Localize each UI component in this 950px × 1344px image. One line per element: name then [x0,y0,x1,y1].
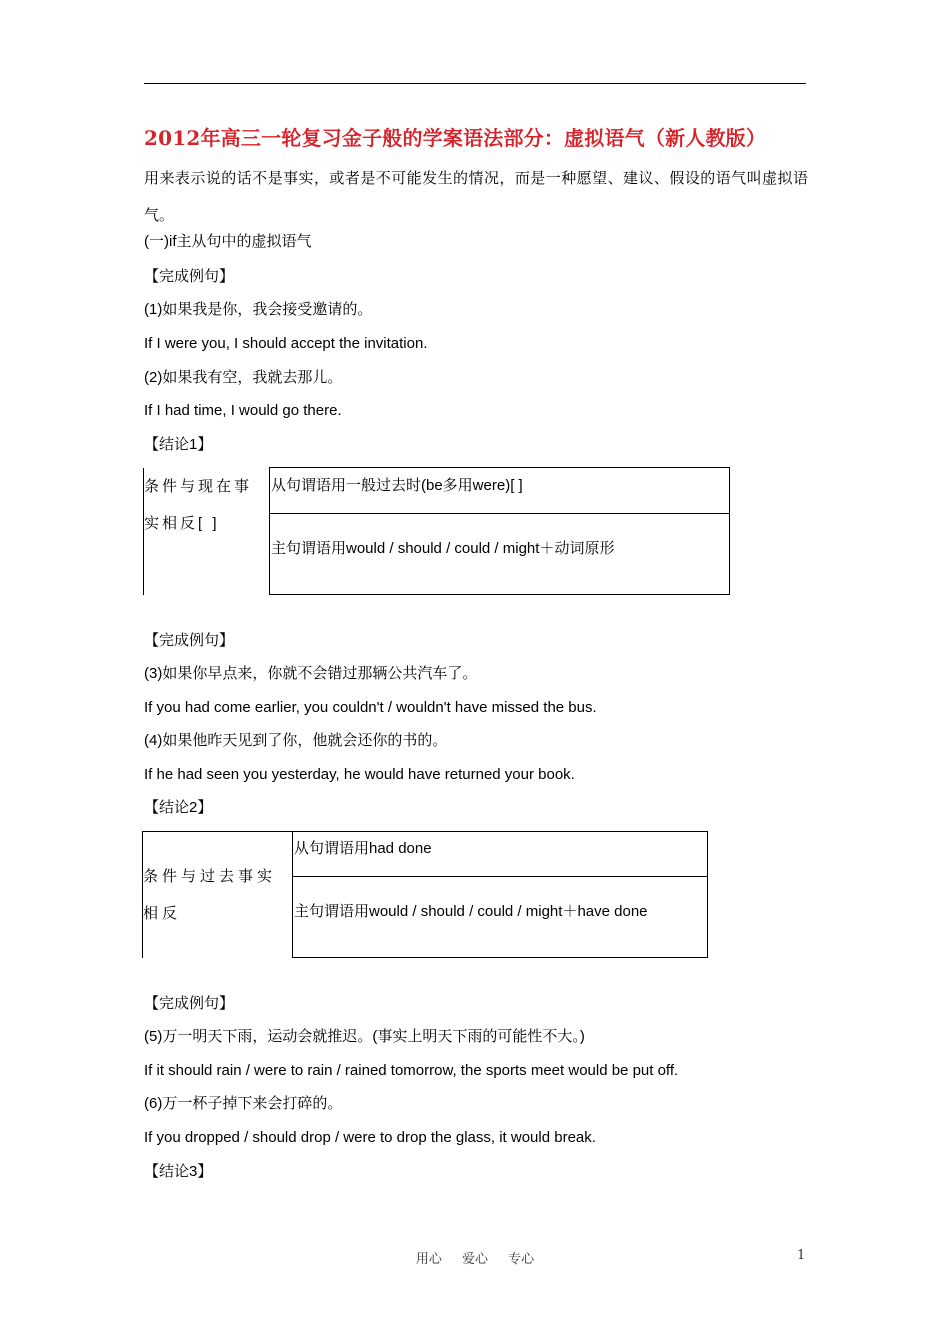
footer-motto-3: 专心 [508,1252,535,1267]
table1-main-cell [270,514,730,595]
example-2-chinese: (2)如果我有空，我就去那儿。 [144,369,343,386]
example-6-chinese: (6)万一杯子掉下来会打碎的。 [144,1095,343,1112]
rule-table-1 [143,467,730,595]
rule-table-2 [142,831,708,958]
header-rule [144,83,806,84]
section-heading: (一)if主从句中的虚拟语气 [144,233,312,250]
intro-paragraph: 用来表示说的话不是事实，或者是不可能发生的情况，而是一种愿望、建议、假设的语气叫虚拟语气。 [144,170,808,224]
page-footer [0,1248,950,1267]
table1-condition-cell [144,468,270,595]
example-header-3: 【完成例句】 [144,995,235,1012]
document-title: 2012年高三一轮复习金子般的学案语法部分：虚拟语气（新人教版） [144,126,767,150]
table2-condition: 条件与过去事实相反 [143,867,277,922]
table1-main: 主句谓语用would / should / could / might＋动词原形 [271,540,615,557]
table2-clause-cell [293,832,708,877]
example-5-chinese: (5)万一明天下雨，运动会就推迟。(事实上明天下雨的可能性不大。) [144,1028,585,1045]
example-3-english: If you had come earlier, you couldn't / wouldn't have missed the bus. [144,699,597,716]
example-1-chinese: (1)如果我是你，我会接受邀请的。 [144,301,373,318]
example-header-1: 【完成例句】 [144,268,235,285]
example-2-english: If I had time, I would go there. [144,402,342,419]
example-4-chinese: (4)如果他昨天见到了你，他就会还你的书的。 [144,732,448,749]
footer-motto-1: 用心 [415,1252,442,1267]
conclusion-3-label: 【结论3】 [144,1163,213,1180]
table2-main-cell [293,877,708,958]
table1-condition: 条件与现在事实相反[ ] [144,477,253,532]
conclusion-1-label: 【结论1】 [144,436,213,453]
example-6-english: If you dropped / should drop / were to drop the glass, it would break. [144,1129,596,1146]
page-number: 1 [797,1248,806,1263]
footer-motto-2: 爱心 [461,1252,488,1267]
table1-clause: 从句谓语用一般过去时(be多用were)[ ] [271,477,523,494]
table2-main: 主句谓语用would / should / could / might＋have done [294,903,648,920]
example-3-chinese: (3)如果你早点来，你就不会错过那辆公共汽车了。 [144,665,478,682]
table2-condition-cell [143,832,293,958]
example-4-english: If he had seen you yesterday, he would have returned your book. [144,766,575,783]
example-5-english: If it should rain / were to rain / rained tomorrow, the sports meet would be put off. [144,1062,679,1079]
example-header-2: 【完成例句】 [144,632,235,649]
table2-clause: 从句谓语用had done [294,840,432,857]
example-1-english: If I were you, I should accept the invitation. [144,335,428,352]
table1-clause-cell [270,468,730,514]
conclusion-2-label: 【结论2】 [144,799,213,816]
